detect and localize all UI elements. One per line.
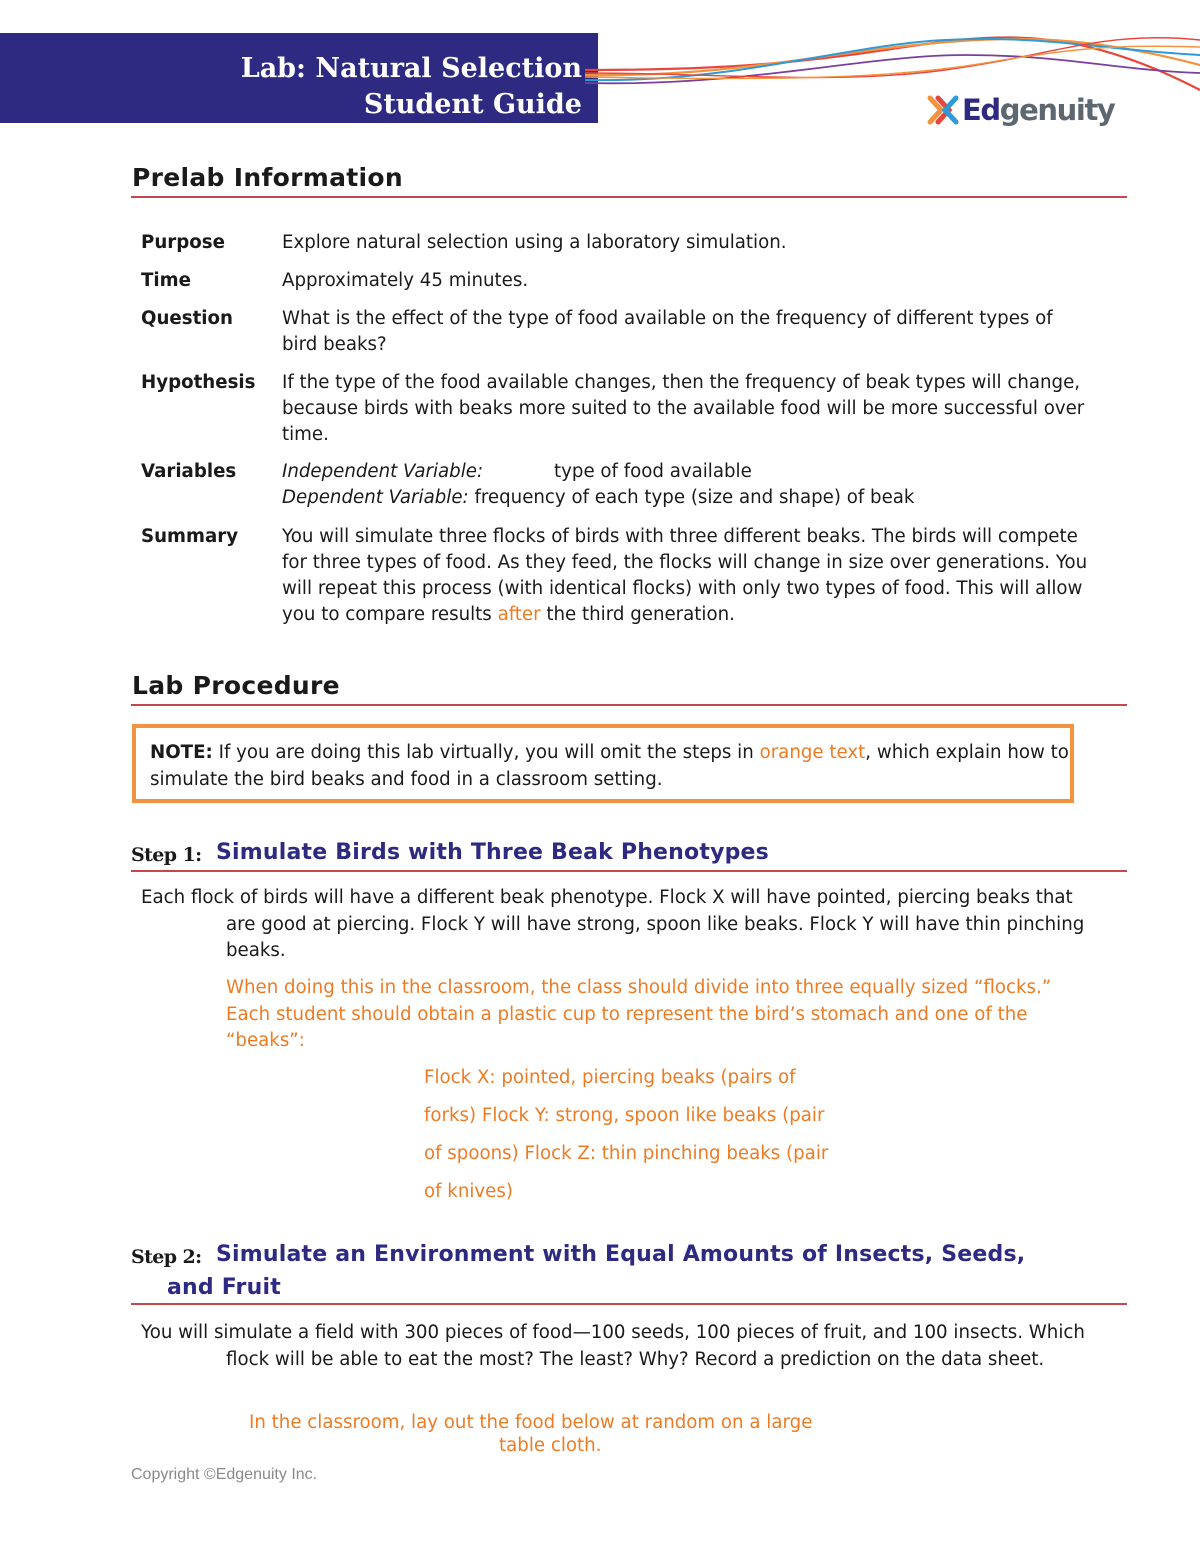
summary-label: Summary — [141, 526, 239, 547]
question-text: What is the effect of the type of food available on the frequency of different types of bird beaks? — [282, 308, 1053, 355]
independent-variable-value: type of food available — [554, 461, 752, 482]
document-title — [241, 51, 582, 123]
edgenuity-x-icon — [926, 95, 960, 125]
prelab-divider — [131, 196, 1127, 198]
step1-paragraph: Each flock of birds will have a different beak phenotype. Flock X will have pointed, piercing beaks that are good at piercing. Flock Y will have strong, spoon like beaks. Flock Y will have thin pinching beaks. — [141, 887, 1085, 961]
title-line-1: Lab: Natural Selection — [240, 53, 582, 84]
header-banner — [0, 33, 598, 123]
step2-classroom-line2: table cloth. — [499, 1435, 602, 1456]
procedure-heading: Lab Procedure — [132, 671, 340, 700]
hypothesis-label: Hypothesis — [141, 372, 256, 393]
independent-variable-label: Independent Variable: — [282, 461, 484, 482]
flock-list-line: of knives) — [424, 1181, 513, 1202]
summary-text: You will simulate three flocks of birds with three different beaks. The birds will compete for three types of food. As they feed, the flocks will change in size over generations. You will repeat this process (with identical flocks) with only two types of food. This will allow you to compare results after the third generation. — [282, 526, 1088, 625]
dependent-variable-value: frequency of each type (size and shape) of beak — [474, 487, 915, 508]
step2-paragraph: You will simulate a field with 300 pieces of food—100 seeds, 100 pieces of fruit, and 100 insects. Which flock will be able to eat the most? The least? Why? Record a prediction on the data sheet. — [141, 1322, 1085, 1370]
dependent-variable — [282, 485, 1092, 511]
step2-title-line2: and Fruit — [167, 1275, 281, 1300]
note-text: If you are doing this lab virtually, you will omit the steps in — [218, 742, 754, 763]
prelab-heading: Prelab Information — [132, 163, 403, 192]
time-text: Approximately 45 minutes. — [282, 270, 529, 291]
step1-label: Step 1: — [131, 844, 202, 866]
note-label: NOTE: — [150, 742, 213, 763]
summary-highlight: after — [497, 604, 541, 625]
time-label: Time — [141, 270, 191, 291]
variables-text — [282, 459, 1092, 511]
copyright-notice: Copyright ©Edgenuity Inc. — [131, 1466, 318, 1483]
step2-classroom-line1: In the classroom, lay out the food below at random on a large — [249, 1412, 813, 1433]
title-line-2: Student Guide — [363, 89, 582, 120]
flock-list-line: Flock X: pointed, piercing beaks (pairs of — [424, 1067, 796, 1088]
note-highlight: orange text — [759, 742, 866, 763]
flock-list-line: forks) Flock Y: strong, spoon like beaks (pair — [424, 1105, 825, 1126]
question-label: Question — [141, 308, 233, 329]
step2-title-line1: Simulate an Environment with Equal Amounts of Insects, Seeds, — [216, 1242, 1026, 1267]
dependent-variable-label: Dependent Variable: — [282, 487, 469, 508]
step1-divider — [131, 870, 1127, 872]
independent-variable — [282, 459, 1092, 485]
purpose-label: Purpose — [141, 232, 225, 253]
step1-title: Simulate Birds with Three Beak Phenotypes — [216, 840, 769, 865]
hypothesis-text: If the type of the food available changes, then the frequency of beak types will change, because birds with beaks more suited to the available food will be more successful over time. — [282, 372, 1085, 445]
flock-list-line: of spoons) Flock Z: thin pinching beaks (pair — [424, 1143, 829, 1164]
step2-divider — [131, 1303, 1127, 1305]
logo-wordmark: Edgenuity — [962, 93, 1115, 127]
step2-label: Step 2: — [131, 1246, 202, 1268]
procedure-divider — [131, 704, 1127, 706]
note-box: NOTE: If you are doing this lab virtually, you will omit the steps in orange text, which explain how to simulate the bird beaks and food in a classroom setting. — [132, 724, 1074, 803]
edgenuity-logo — [926, 92, 1114, 128]
variables-label: Variables — [141, 461, 237, 482]
purpose-text: Explore natural selection using a laboratory simulation. — [282, 232, 787, 253]
step1-classroom-instructions: When doing this in the classroom, the class should divide into three equally sized “flocks.” Each student should obtain a plastic cup to represent the bird’s stomach and one of the “beaks”: — [226, 977, 1052, 1051]
